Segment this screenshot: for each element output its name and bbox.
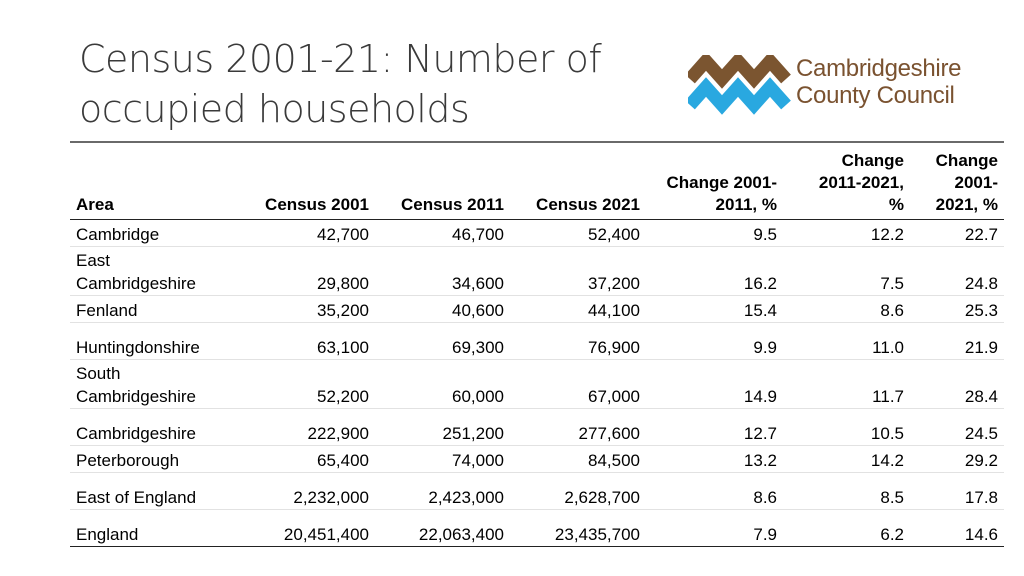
value-cell: 25.3 [964,301,998,320]
table-row [70,473,1004,510]
value-cell: 76,900 [588,338,640,357]
value-cell: 2,232,000 [293,488,369,507]
value-cell: 8.5 [880,488,904,507]
value-cell: 11.7 [872,387,904,406]
value-cell: 277,600 [578,424,640,443]
value-cell: 52,400 [588,225,640,244]
value-cell: 22,063,400 [418,525,504,544]
column-header: Census 2001 [265,195,369,214]
value-cell: 21.9 [964,338,998,357]
column-header: Change 2001-2021, % [935,151,998,214]
value-cell: 37,200 [588,274,640,293]
value-cell: 65,400 [317,451,369,470]
slide-title: Census 2001-21: Number of occupied households [79,37,602,131]
value-cell: 12.2 [870,225,904,244]
value-cell: 23,435,700 [554,525,640,544]
table-row [70,446,1004,473]
value-cell: 20,451,400 [283,525,369,544]
value-cell: 9.5 [753,225,777,244]
area-cell: South Cambridgeshire [76,364,196,406]
value-cell: 222,900 [307,424,369,443]
value-cell: 8.6 [880,301,904,320]
value-cell: 29.2 [964,451,998,470]
value-cell: 2,423,000 [428,488,504,507]
value-cell: 9.9 [753,338,777,357]
value-cell: 13.2 [743,451,777,470]
value-cell: 2,628,700 [564,488,640,507]
area-cell: England [76,525,139,544]
value-cell: 17.8 [964,488,998,507]
value-cell: 40,600 [452,301,504,320]
value-cell: 28.4 [964,387,998,406]
value-cell: 10.5 [870,424,904,443]
value-cell: 7.9 [753,525,777,544]
value-cell: 74,000 [452,451,504,470]
area-cell: Cambridge [76,225,160,244]
value-cell: 251,200 [442,424,504,443]
column-header: Census 2021 [536,195,640,214]
table-row [70,220,1004,247]
table-header-row [70,150,1004,220]
value-cell: 60,000 [452,387,504,406]
value-cell: 6.2 [880,525,904,544]
column-header: Change 2011-2021, % [818,151,904,214]
area-cell: East Cambridgeshire [76,251,196,293]
table-row [70,409,1004,446]
value-cell: 24.8 [964,274,998,293]
value-cell: 34,600 [452,274,504,293]
value-cell: 35,200 [317,301,369,320]
title-divider [70,141,1004,143]
council-logo [688,55,988,115]
area-cell: Cambridgeshire [76,424,196,443]
value-cell: 16.2 [743,274,777,293]
value-cell: 46,700 [452,225,504,244]
area-cell: Fenland [76,301,138,320]
value-cell: 8.6 [753,488,777,507]
wave-logo-icon [688,55,796,115]
value-cell: 14.9 [743,387,777,406]
column-header: Census 2011 [400,195,504,214]
table-row [70,296,1004,323]
logo-wordmark: Cambridgeshire County Council [796,55,962,109]
value-cell: 69,300 [452,338,504,357]
value-cell: 44,100 [588,301,640,320]
table-row [70,247,1004,296]
value-cell: 15.4 [743,301,777,320]
value-cell: 14.6 [964,525,998,544]
column-header: Change 2001-2011, % [666,173,777,214]
households-table [70,150,1004,547]
value-cell: 7.5 [880,274,904,293]
table-row [70,360,1004,409]
area-cell: East of England [76,488,197,507]
area-cell: Peterborough [76,451,180,470]
table-row [70,510,1004,547]
value-cell: 67,000 [588,387,640,406]
value-cell: 22.7 [964,225,998,244]
value-cell: 52,200 [317,387,369,406]
column-header: Area [76,195,114,214]
value-cell: 11.0 [872,338,904,357]
value-cell: 29,800 [317,274,369,293]
value-cell: 24.5 [964,424,998,443]
value-cell: 84,500 [588,451,640,470]
area-cell: Huntingdonshire [76,338,200,357]
value-cell: 42,700 [317,225,369,244]
value-cell: 63,100 [317,338,369,357]
value-cell: 14.2 [870,451,904,470]
table-row [70,323,1004,360]
value-cell: 12.7 [743,424,777,443]
